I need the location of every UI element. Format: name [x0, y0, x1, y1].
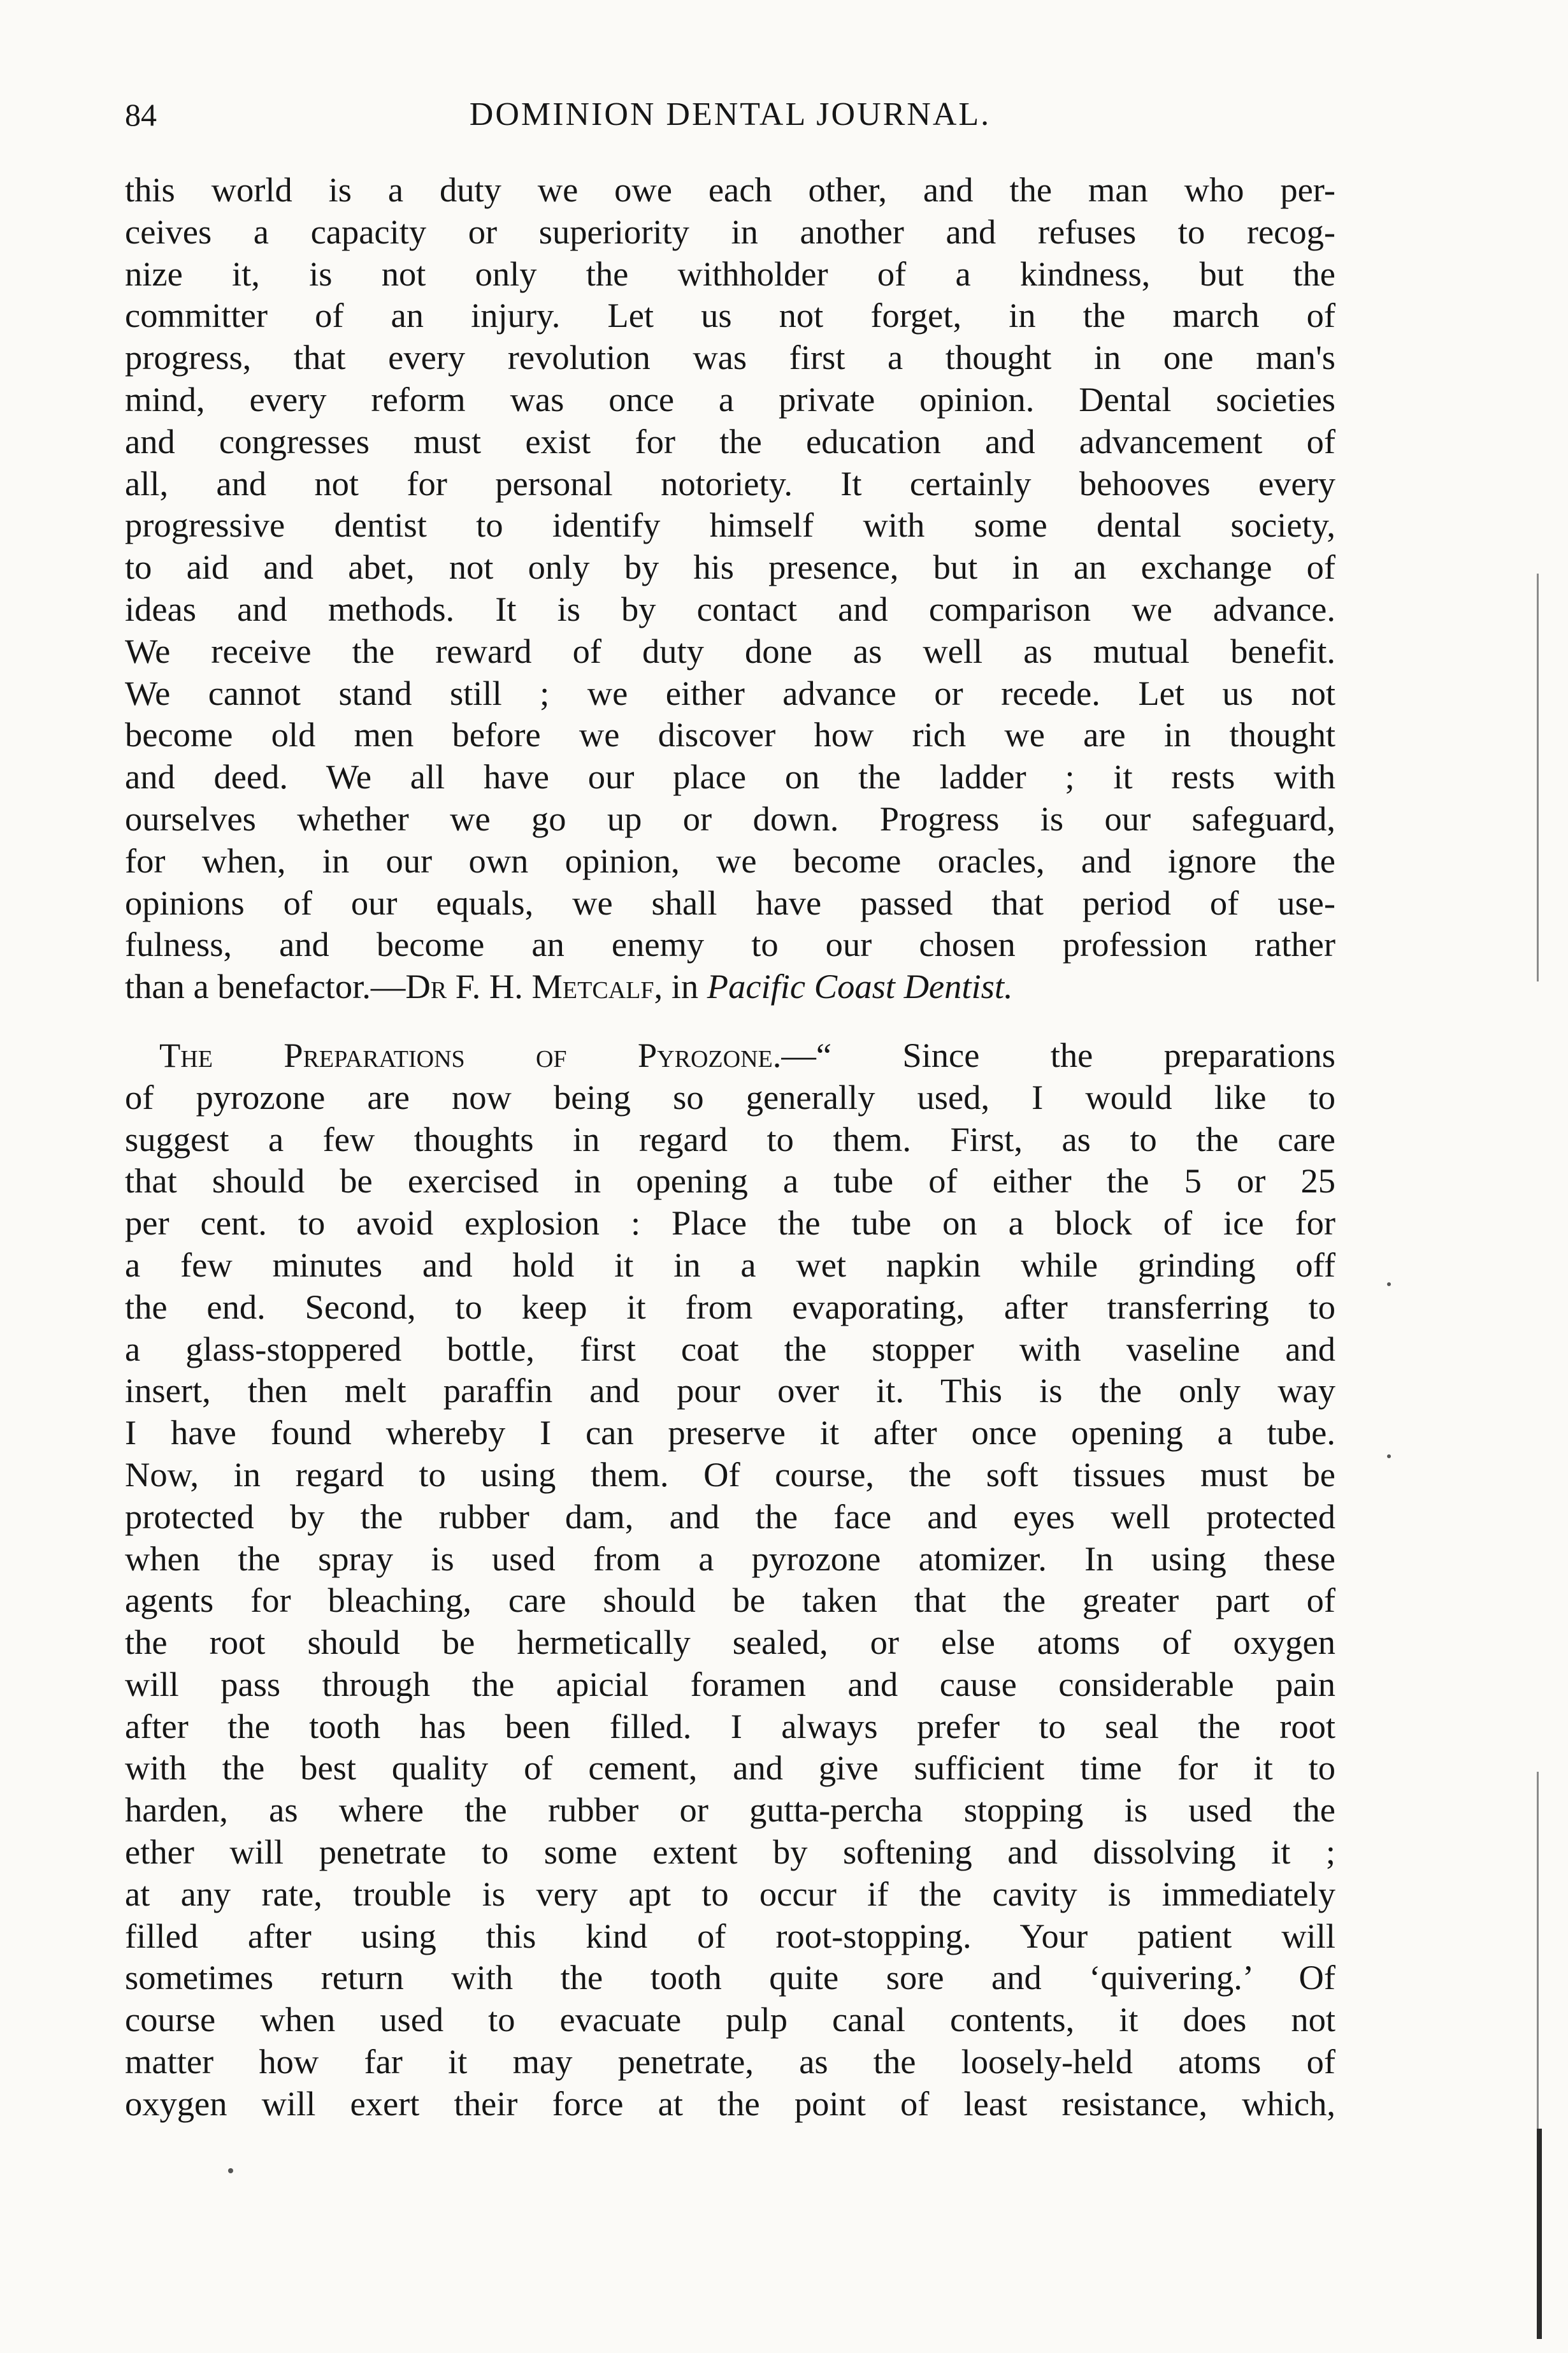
text-line: We cannot stand still ; we either advance or recede. Let us not	[125, 673, 1335, 713]
text-fragment: than a benefactor.—	[125, 967, 406, 1006]
gutter-rule	[1537, 1772, 1539, 2129]
paragraph-pyrozone	[125, 1034, 1335, 2125]
text-line: agents for bleaching, care should be taken that the greater part of	[125, 1581, 1335, 1620]
body-text	[125, 169, 1335, 2125]
source-title: Pacific Coast Dentist.	[707, 967, 1013, 1006]
text-line: ether will penetrate to some extent by softening and dissolving it ;	[125, 1832, 1335, 1872]
text-line: We receive the reward of duty done as well as mutual benefit.	[125, 631, 1335, 670]
text-line: harden, as where the rubber or gutta-percha stopping is used the	[125, 1790, 1335, 1830]
running-title: DOMINION DENTAL JOURNAL.	[469, 96, 991, 133]
paragraph-community-duty	[125, 169, 1335, 1008]
text-line: suggest a few thoughts in regard to them. First, as to the care	[125, 1119, 1335, 1159]
text-line: at any rate, trouble is very apt to occur if the cavity is immediately	[125, 1874, 1335, 1913]
text-line: oxygen will exert their force at the point of least resistance, which,	[125, 2083, 1335, 2123]
text-line: ourselves whether we go up or down. Progress is our safeguard,	[125, 799, 1335, 838]
text-line: the root should be hermetically sealed, or else atoms of oxygen	[125, 1623, 1335, 1662]
text-line: fulness, and become an enemy to our chosen profession rather	[125, 925, 1335, 964]
text-line: for when, in our own opinion, we become oracles, and ignore the	[125, 841, 1335, 880]
text-line: all, and not for personal notoriety. It certainly behooves every	[125, 463, 1335, 503]
text-line: when the spray is used from a pyrozone atomizer. In using these	[125, 1538, 1335, 1578]
text-line: after the tooth has been filled. I always prefer to seal the root	[125, 1706, 1335, 1746]
text-line: per cent. to avoid explosion : Place the tube on a block of ice for	[125, 1203, 1335, 1243]
text-line: ideas and methods. It is by contact and comparison we advance.	[125, 589, 1335, 628]
text-line: sometimes return with the tooth quite sore and ‘quivering.’ Of	[125, 1958, 1335, 1997]
text-line: become old men before we discover how rich we are in thought	[125, 715, 1335, 755]
section-heading: The Preparations of Pyrozone.	[159, 1035, 782, 1075]
print-speck	[1387, 1282, 1391, 1286]
text-line: to aid and abet, not only by his presence, but in an exchange of	[125, 547, 1335, 587]
gutter-rule	[1537, 2129, 1542, 2339]
text-line: and congresses must exist for the education and advancement of	[125, 421, 1335, 461]
text-line: that should be exercised in opening a tube of either the 5 or 25	[125, 1161, 1335, 1201]
text-line: progressive dentist to identify himself with some dental society,	[125, 505, 1335, 545]
text-line: ceives a capacity or superiority in another and refuses to recog-	[125, 212, 1335, 251]
text-line: and deed. We all have our place on the ladder ; it rests with	[125, 757, 1335, 797]
text-line: mind, every reform was once a private opinion. Dental societies	[125, 379, 1335, 419]
text-line: filled after using this kind of root-stopping. Your patient will	[125, 1916, 1335, 1955]
text-line: a few minutes and hold it in a wet napkin while grinding off	[125, 1245, 1335, 1284]
heading-line	[125, 1034, 1335, 1076]
text-line: with the best quality of cement, and give sufficient time for it to	[125, 1748, 1335, 1788]
print-speck	[228, 2168, 233, 2173]
text-line: will pass through the apicial foramen and cause considerable pain	[125, 1664, 1335, 1704]
text-line: Now, in regard to using them. Of course, the soft tissues must be	[125, 1454, 1335, 1494]
text-line: nize it, is not only the withholder of a kindness, but the	[125, 254, 1335, 293]
text-line: the end. Second, to keep it from evaporating, after transferring to	[125, 1287, 1335, 1326]
paragraph-gap	[125, 1008, 1335, 1034]
attribution-line	[125, 966, 1335, 1008]
text-fragment: , in	[654, 967, 707, 1006]
text-line: protected by the rubber dam, and the face and eyes well protected	[125, 1496, 1335, 1536]
author-name: Dr F. H. Metcalf	[405, 967, 654, 1006]
print-speck	[1387, 1454, 1391, 1458]
text-line: I have found whereby I can preserve it after once opening a tube.	[125, 1413, 1335, 1452]
text-line: course when used to evacuate pulp canal contents, it does not	[125, 2000, 1335, 2039]
text-line: progress, that every revolution was first a thought in one man's	[125, 338, 1335, 377]
text-line: insert, then melt paraffin and pour over it. This is the only way	[125, 1371, 1335, 1410]
gutter-rule	[1537, 574, 1539, 981]
text-line: opinions of our equals, we shall have passed that period of use-	[125, 883, 1335, 922]
text-line: a glass-stoppered bottle, first coat the stopper with vaseline and	[125, 1329, 1335, 1368]
text-line: of pyrozone are now being so generally used, I would like to	[125, 1077, 1335, 1117]
text-line: matter how far it may penetrate, as the loosely-held atoms of	[125, 2042, 1335, 2082]
page-number: 84	[125, 97, 157, 133]
text-fragment: —“ Since the preparations	[781, 1035, 1335, 1075]
text-line: this world is a duty we owe each other, and the man who per-	[125, 170, 1335, 209]
text-line: committer of an injury. Let us not forget, in the march of	[125, 296, 1335, 335]
page-header	[125, 89, 1335, 140]
